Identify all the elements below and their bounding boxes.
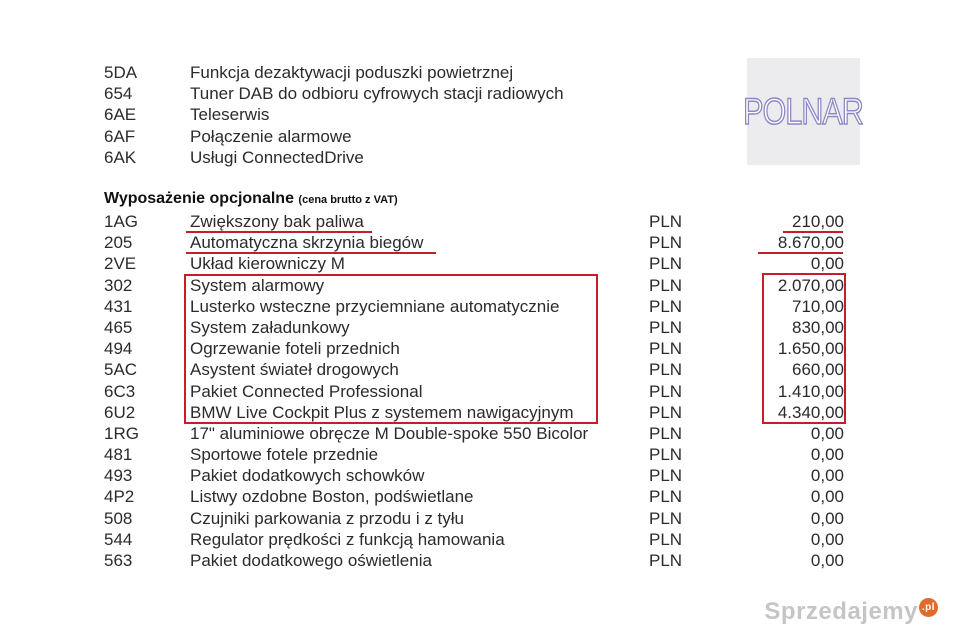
item-code: 5DA [104, 63, 138, 82]
item-code: 302 [104, 275, 133, 295]
item-name: Listwy ozdobne Boston, podświetlane [190, 487, 474, 507]
item-name: Automatyczna skrzynia biegów [190, 233, 424, 253]
section-heading [104, 190, 398, 208]
item-name: Pakiet dodatkowego oświetlenia [190, 551, 432, 570]
item-code: 6AE [104, 105, 137, 125]
item-name: 17" aluminiowe obręcze M Double-spoke 550 Bicolor [190, 423, 589, 443]
item-name: Regulator prędkości z funkcją hamowania [190, 529, 505, 549]
item-currency: PLN [649, 508, 683, 528]
item-code: 1AG [104, 212, 139, 231]
item-price: 0,00 [810, 529, 844, 549]
underline-price-gearbox [758, 252, 843, 254]
item-currency: PLN [649, 360, 683, 380]
item-price: 8.670,00 [777, 233, 844, 253]
highlight-box-names [184, 274, 598, 424]
item-currency: PLN [649, 317, 683, 337]
item-code: 563 [104, 551, 133, 570]
table-row [104, 508, 844, 529]
underline-name-fuel-tank [186, 231, 372, 233]
item-name: Zwiększony bak paliwa [190, 212, 364, 231]
table-row [104, 486, 844, 507]
item-price: 0,00 [810, 487, 844, 507]
watermark-text: Sprzedajemy [764, 598, 918, 625]
table-row [104, 465, 844, 486]
item-currency: PLN [649, 296, 683, 316]
polnar-logo [743, 58, 864, 165]
item-name: Układ kierowniczy M [190, 254, 345, 274]
table-row [104, 211, 844, 232]
item-price: 0,00 [810, 445, 844, 465]
item-currency: PLN [649, 466, 683, 486]
item-code: 4P2 [104, 487, 135, 507]
item-code: 205 [104, 233, 133, 253]
table-row [104, 232, 844, 253]
item-code: 465 [104, 317, 133, 337]
table-row [104, 550, 844, 571]
item-code: 2VE [104, 254, 137, 274]
item-price: 830,00 [792, 317, 844, 337]
item-code: 6AF [104, 126, 136, 146]
item-currency: PLN [649, 551, 683, 570]
item-name: BMW Live Cockpit Plus z systemem nawigacyjnym [190, 402, 574, 422]
item-code: 6AK [104, 147, 137, 167]
item-code: 508 [104, 508, 133, 528]
item-price: 0,00 [810, 551, 844, 570]
item-name: Czujniki parkowania z przodu i z tyłu [190, 508, 465, 528]
item-price: 4.340,00 [777, 402, 844, 422]
table-row [104, 253, 844, 274]
heading-note: (cena brutto z VAT) [298, 194, 398, 206]
item-code: 1RG [104, 423, 139, 443]
item-name: System alarmowy [190, 275, 325, 295]
item-code: 493 [104, 466, 133, 486]
item-price: 0,00 [810, 508, 844, 528]
item-name: Pakiet dodatkowych schowków [190, 466, 425, 486]
item-name: Ogrzewanie foteli przednich [190, 339, 400, 359]
item-price: 1.650,00 [777, 339, 844, 359]
item-currency: PLN [649, 529, 683, 549]
item-currency: PLN [649, 212, 683, 231]
watermark-badge: .pl [919, 598, 938, 617]
item-code: 5AC [104, 360, 138, 380]
item-currency: PLN [649, 487, 683, 507]
item-price: 2.070,00 [777, 275, 844, 295]
item-currency: PLN [649, 445, 683, 465]
item-code: 431 [104, 296, 133, 316]
logo-text: POLNAR [743, 90, 864, 132]
item-price: 0,00 [810, 254, 844, 274]
item-price: 1.410,00 [777, 381, 844, 401]
item-price: 660,00 [792, 360, 844, 380]
item-price: 0,00 [810, 423, 844, 443]
item-name: Połączenie alarmowe [190, 126, 352, 146]
item-name: Teleserwis [190, 105, 270, 125]
item-currency: PLN [649, 254, 683, 274]
watermark [764, 598, 938, 626]
item-code: 481 [104, 445, 133, 465]
heading-title: Wyposażenie opcjonalne [104, 190, 294, 207]
item-name: Tuner DAB do odbioru cyfrowych stacji radiowych [190, 84, 564, 104]
underline-price-fuel-tank [783, 231, 843, 233]
item-name: Usługi ConnectedDrive [190, 147, 364, 167]
item-name: System załadunkowy [190, 317, 350, 337]
table-row [104, 529, 844, 550]
item-name: Pakiet Connected Professional [190, 381, 423, 401]
item-code: 544 [104, 529, 133, 549]
underline-name-gearbox [186, 252, 436, 254]
table-row [104, 444, 844, 465]
table-row [104, 423, 844, 444]
item-currency: PLN [649, 402, 683, 422]
item-name: Lusterko wsteczne przyciemniane automatycznie [190, 296, 560, 316]
item-currency: PLN [649, 233, 683, 253]
item-price: 210,00 [792, 212, 844, 231]
item-price: 0,00 [810, 466, 844, 486]
item-code: 654 [104, 84, 133, 104]
item-currency: PLN [649, 381, 683, 401]
item-price: 710,00 [792, 296, 844, 316]
item-code: 6U2 [104, 402, 136, 422]
item-currency: PLN [649, 339, 683, 359]
item-currency: PLN [649, 423, 683, 443]
item-name: Asystent świateł drogowych [190, 360, 399, 380]
item-code: 494 [104, 339, 133, 359]
item-name: Funkcja dezaktywacji poduszki powietrznej [190, 63, 514, 82]
item-name: Sportowe fotele przednie [190, 445, 379, 465]
item-currency: PLN [649, 275, 683, 295]
item-code: 6C3 [104, 381, 136, 401]
highlight-box-prices [762, 273, 846, 424]
